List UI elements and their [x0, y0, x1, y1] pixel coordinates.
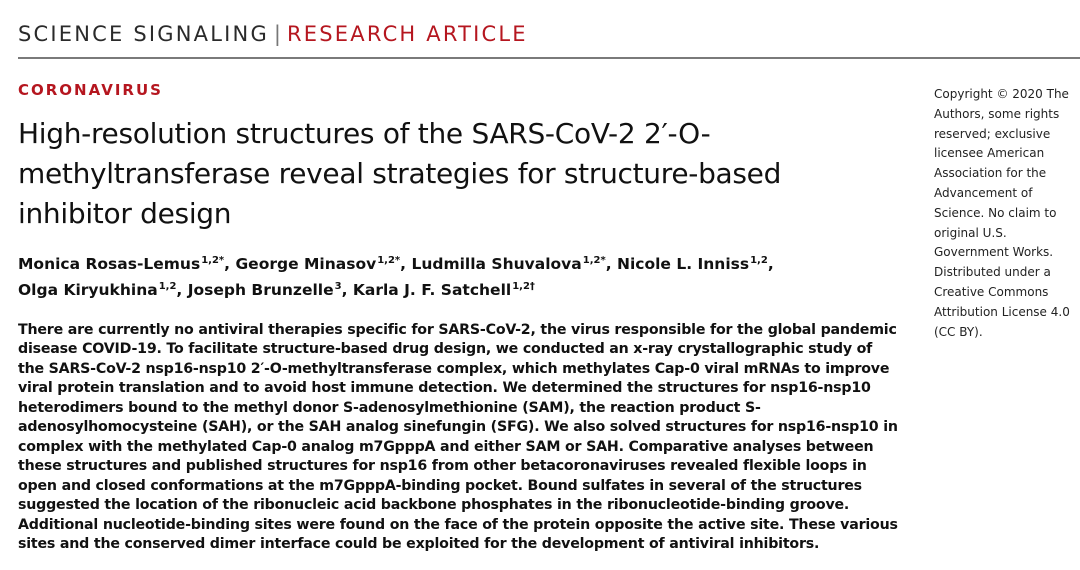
author-name: Olga Kiryukhina: [18, 281, 158, 299]
header-rule: [18, 57, 1080, 59]
author-name: Nicole L. Inniss: [616, 255, 750, 273]
author-name: Karla J. F. Satchell: [352, 281, 512, 299]
copyright-notice: Copyright © 2020 The Authors, some rights reserved; exclusive licensee American Association for the Advancement of Science. No claim to original U.S. Government Works. Distributed under a Creative Commons Attribution License 4.0 (CC BY).: [934, 87, 1070, 339]
author-list: Monica Rosas-Lemus$^{1,2*}$, George Minasov$^{1,2*}$, Ludmilla Shuvalova$^{1,2*}$, Nicole L. Inniss$^{1,2}$, Olga Kiryukhina$^{1,2}$, Joseph Brunzelle$^3$, Karla J. F. Satchell$^{1,2\dagger}$: [18, 254, 774, 299]
author-affiliation: 1,2*: [377, 254, 401, 266]
author-name: Ludmilla Shuvalova: [411, 255, 582, 273]
abstract: There are currently no antiviral therapies specific for SARS-CoV-2, the virus responsible for the global pandemic disease COVID-19. To facilitate structure-based drug design, we conducted an x-ray crystallographic study of the SARS-CoV-2 nsp16-nsp10 2′-O-methyltransferase complex, which methylates Cap-0 viral mRNAs to improve viral protein translation and to avoid host immune detection. We determined the structures for nsp16-nsp10 heterodimers bound to the methyl donor S-adenosylmethionine (SAM), the reaction product S-adenosylhomocysteine (SAH), or the SAH analog sinefungin (SFG). We also solved structures for nsp16-nsp10 in complex with the methylated Cap-0 analog m7GpppA and either SAM or SAH. Comparative analyses between these structures and published structures for nsp16 from other betacoronaviruses revealed flexible loops in open and closed conformations at the m7GpppA-binding pocket. Bound sulfates in several of the structures suggested the location of the ribonucleic acid backbone phosphates in the ribonucleotide-binding groove. Additional nucleotide-binding sites were found on the face of the protein opposite the active site. These various sites and the conserved dimer interface could be exploited for the development of antiviral inhibitors.: [18, 322, 898, 552]
author: [18, 255, 224, 273]
author: [411, 255, 605, 273]
journal-name: SCIENCE SIGNALING: [18, 22, 269, 46]
header-separator: |: [273, 22, 281, 46]
author-name: Joseph Brunzelle: [187, 281, 334, 299]
author: [353, 281, 535, 299]
author: [188, 281, 342, 299]
author: [235, 255, 400, 273]
author-affiliation: 1,2: [158, 280, 177, 292]
author-affiliation: 3: [334, 280, 342, 292]
author: [617, 255, 768, 273]
article-category: CORONAVIRUS: [18, 81, 163, 99]
author-affiliation: 1,2†: [512, 280, 535, 292]
author-name: George Minasov: [235, 255, 377, 273]
author-affiliation: 1,2*: [201, 254, 225, 266]
author-name: Monica Rosas-Lemus: [18, 255, 201, 273]
author: [18, 281, 176, 299]
article-title: High-resolution structures of the SARS-CoV-2 2′-O-methyltransferase reveal strategies for structure-based inhibitor design: [18, 117, 782, 230]
article-type: RESEARCH ARTICLE: [287, 22, 528, 46]
journal-header: [18, 18, 528, 50]
author-affiliation: 1,2: [750, 254, 768, 266]
author-affiliation: 1,2*: [582, 254, 606, 266]
